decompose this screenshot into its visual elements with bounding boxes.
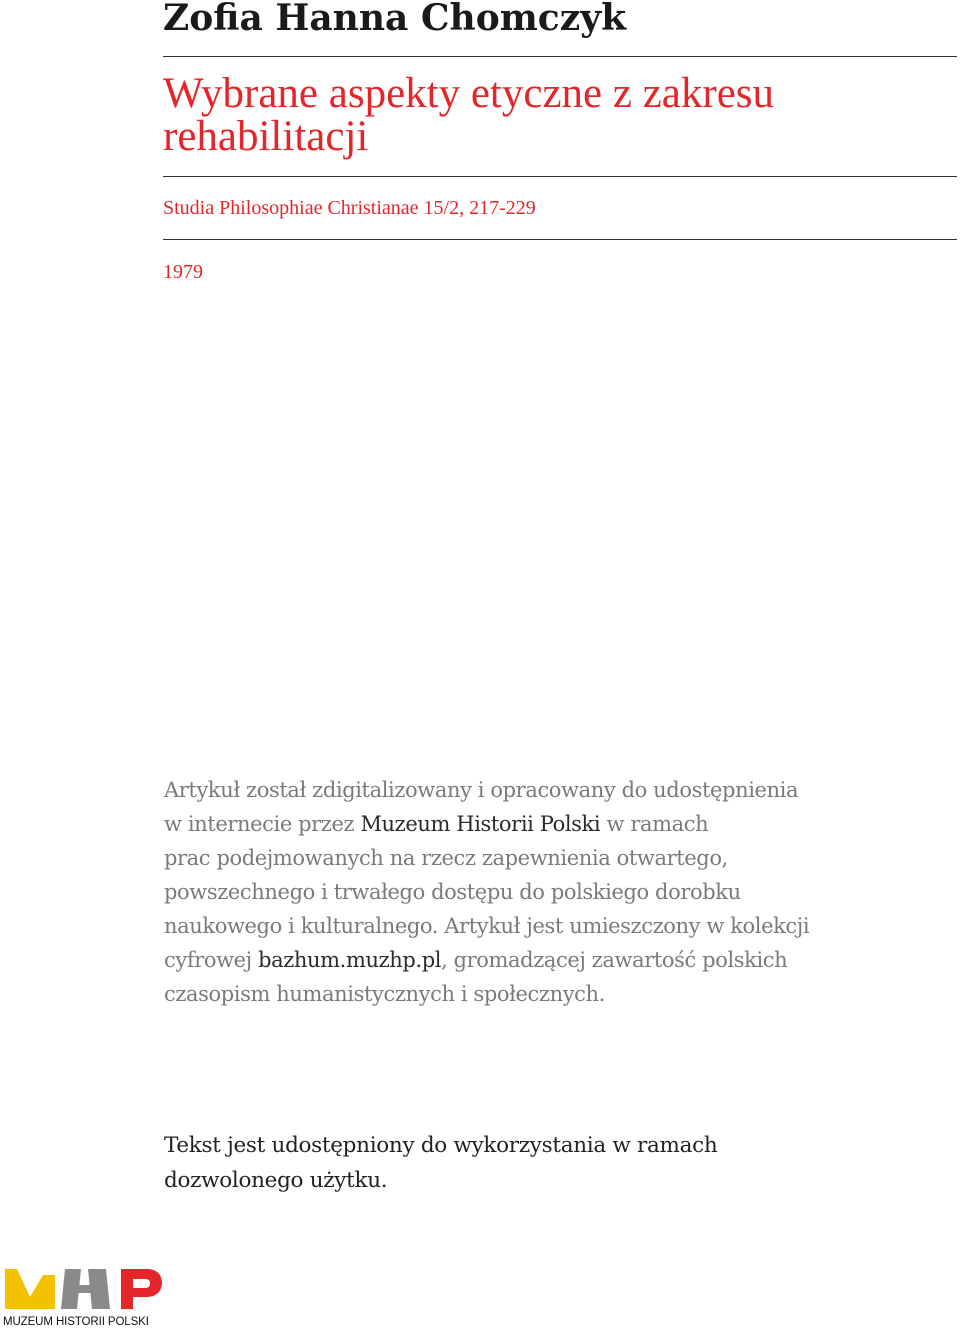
collection-link[interactable]: bazhum.muzhp.pl <box>258 948 442 972</box>
notice-line-7: czasopism humanistycznych i społecznych. <box>164 982 605 1006</box>
museum-name: Muzeum Historii Polski <box>360 812 601 836</box>
notice-line-2: w internecie przez Muzeum Historii Polski w ramach <box>164 812 709 836</box>
divider-top <box>163 56 957 57</box>
journal-citation: Studia Philosophiae Christianae 15/2, 217-229 <box>163 197 536 219</box>
article-title: Wybrane aspekty etyczne z zakresu rehabilitacji <box>163 70 775 160</box>
museum-logo-text: MUZEUM HISTORII POLSKI <box>3 1316 149 1328</box>
license-notice <box>164 1128 924 1198</box>
notice-line-3: prac podejmowanych na rzecz zapewnienia otwartego, <box>164 846 728 870</box>
publication-year: 1979 <box>163 261 203 283</box>
notice-line-6: cyfrowej bazhum.muzhp.pl, gromadzącej zawartość polskich <box>164 948 788 972</box>
notice-line-1: Artykuł został zdigitalizowany i opracowany do udostępnienia <box>164 778 799 802</box>
notice-line-4: powszechnego i trwałego dostępu do polskiego dorobku <box>164 880 741 904</box>
divider-middle <box>163 176 957 177</box>
digitization-notice <box>164 773 924 1011</box>
divider-bottom <box>163 239 957 240</box>
license-line-1: Tekst jest udostępniony do wykorzystania w ramach <box>164 1133 718 1158</box>
mhp-logo-icon <box>3 1265 167 1315</box>
author-name: Zofia Hanna Chomczyk <box>163 0 627 39</box>
notice-line-5: naukowego i kulturalnego. Artykuł jest umieszczony w kolekcji <box>164 914 810 938</box>
museum-logo <box>3 1265 167 1329</box>
license-line-2: dozwolonego użytku. <box>164 1168 388 1193</box>
